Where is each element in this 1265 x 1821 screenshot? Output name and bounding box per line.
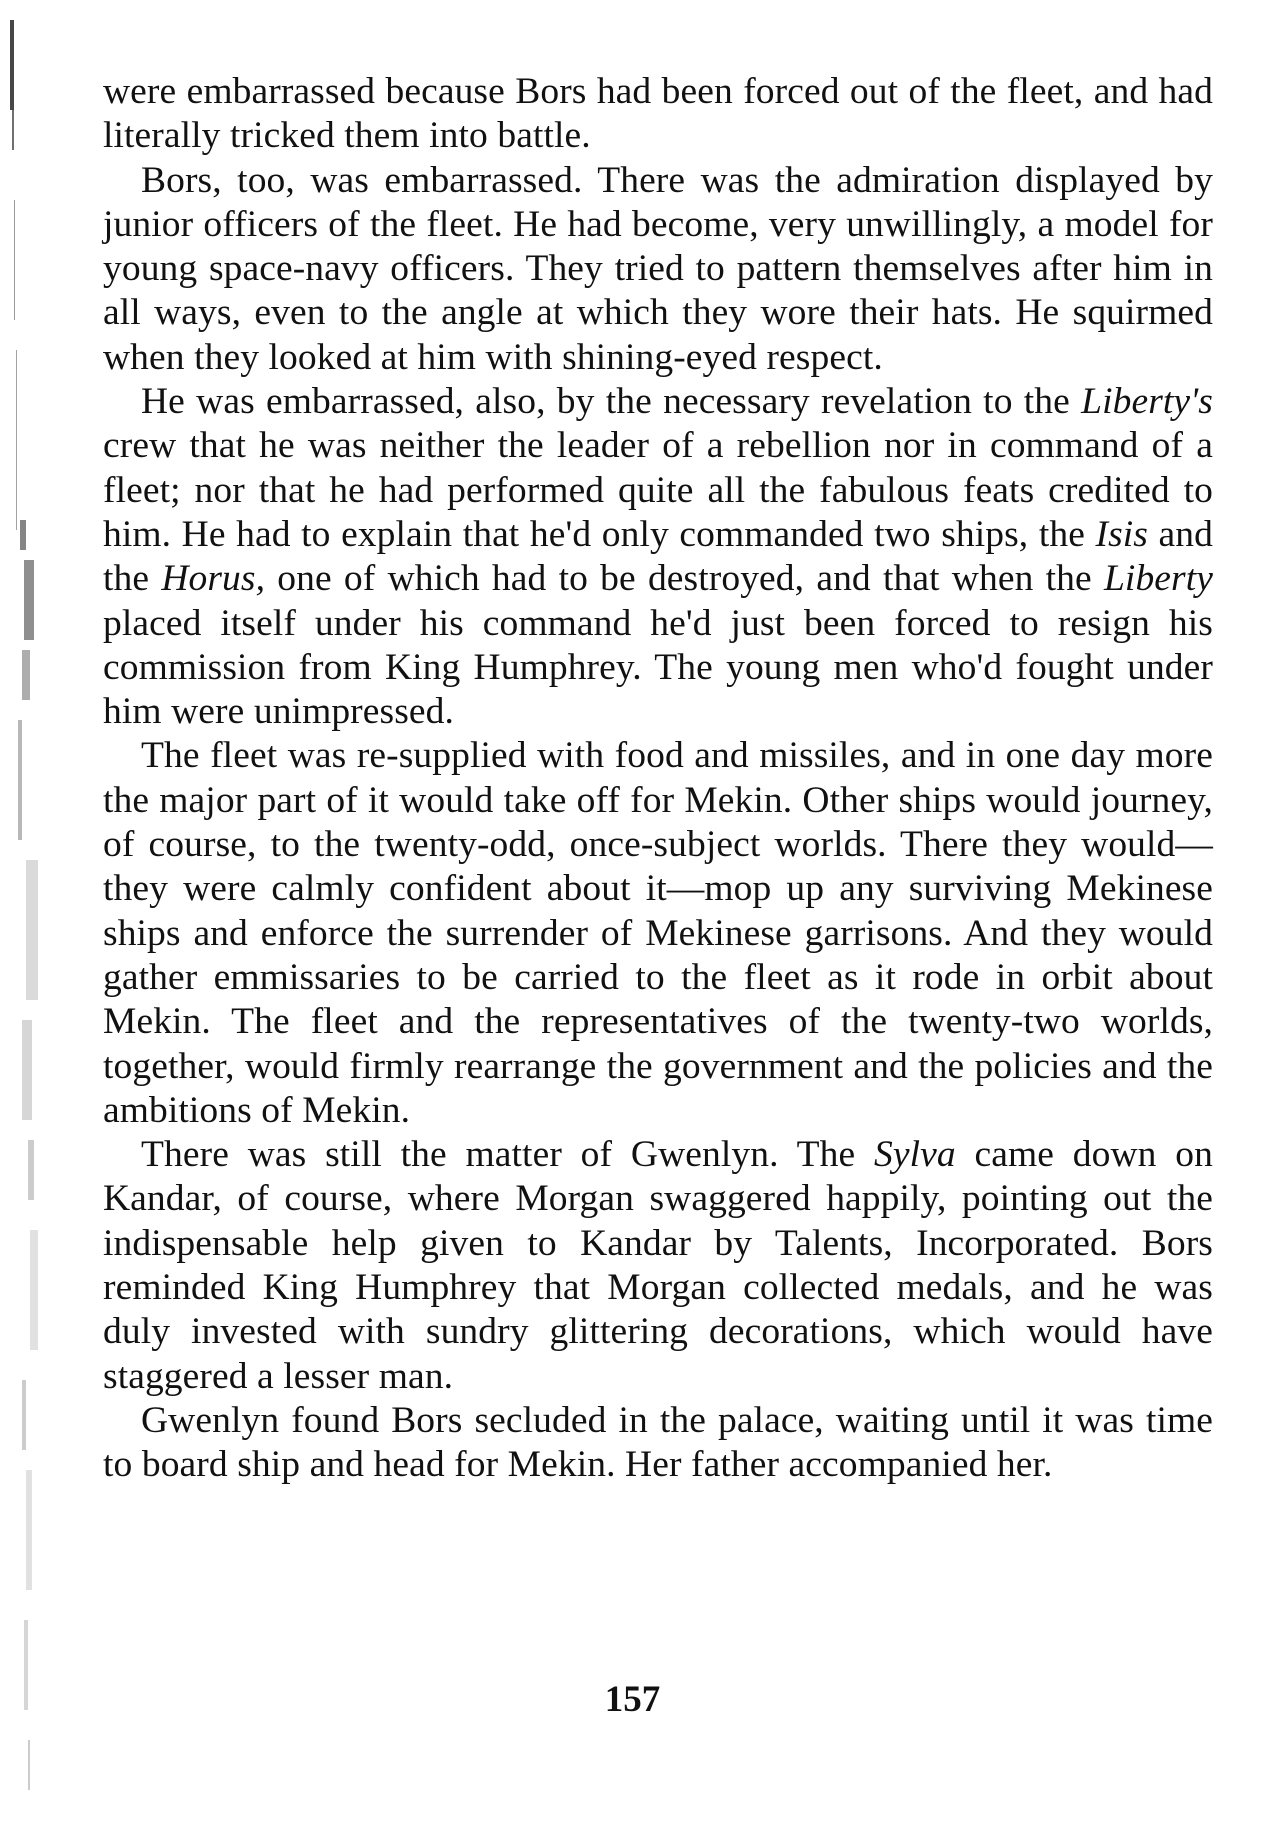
text-run: crew that he was neither the leader of a rebellion nor in command of a fleet; nor that he had performed quite all the fabulous feats credited to him. He had to explain that he'd only commanded two ships, the xyxy=(103,425,1213,555)
page-number: 157 xyxy=(604,1679,661,1720)
italic-ship-name: Isis xyxy=(1095,513,1148,555)
text-run: Bors, too, was embarrassed. There was the admiration displayed by junior officers of the fleet. He had become, very unwillingly, a model for young space-navy officers. They tried to pattern themselves after him in all ways, even to the angle at which they wore their hats. He squirmed when they looked at him with shining-eyed respect. xyxy=(103,159,1213,378)
text-run: Gwenlyn found Bors secluded in the palace, waiting until it was time to board ship and head for Mekin. Her father accompanied her. xyxy=(103,1399,1213,1486)
paragraph xyxy=(103,1133,1213,1399)
text-run: He was embarrassed, also, by the necessary revelation to the xyxy=(141,381,1082,423)
text-run: The fleet was re-supplied with food and missiles, and in one day more the major part of it would take off for Mekin. Other ships would journey, of course, to the twenty-odd, once-subject worlds. There they would—they were calmly confident about it—mop up any surviving Mekinese ships and enforce the surrender of Mekinese garrisons. And they would gather emmissaries to be carried to the fleet as it rode in orbit about Mekin. The fleet and the representatives of the twenty-two worlds, together, would firmly rearrange the government and the policies and the ambitions of Mekin. xyxy=(103,735,1213,1131)
text-run: were embarrassed because Bors had been forced out of the fleet, and had literally tricked them into battle. xyxy=(103,71,1213,157)
body-text xyxy=(103,70,1213,1488)
text-run: There was still the matter of Gwenlyn. The xyxy=(141,1134,875,1176)
text-run: placed itself under his command he'd just been forced to resign his commission from King Humphrey. The young men who'd fought under him were unimpressed. xyxy=(103,602,1213,733)
binding-edge-graphic xyxy=(0,0,60,1821)
paragraph xyxy=(103,734,1213,1133)
paragraph xyxy=(103,70,1213,159)
paragraph xyxy=(103,159,1213,380)
paragraph xyxy=(103,1399,1213,1488)
italic-ship-name: Sylva xyxy=(874,1134,956,1176)
italic-ship-name: Liberty xyxy=(1103,558,1213,600)
text-run: and the xyxy=(103,513,1213,600)
text-run: came down on Kandar, of course, where Morgan swaggered happily, pointing out the indispensable help given to Kandar by Talents, Incorporated. Bors reminded King Humphrey that Morgan collected medals, and he was duly invested with sundry glittering decorations, which would have staggered a lesser man. xyxy=(103,1134,1213,1397)
italic-ship-name: Horus, xyxy=(161,558,266,600)
binding-edge-shadow xyxy=(0,0,60,1821)
paragraph xyxy=(103,380,1213,734)
italic-ship-name: Liberty's xyxy=(1081,381,1213,423)
text-run: one of which had to be destroyed, and that when the xyxy=(265,558,1104,600)
